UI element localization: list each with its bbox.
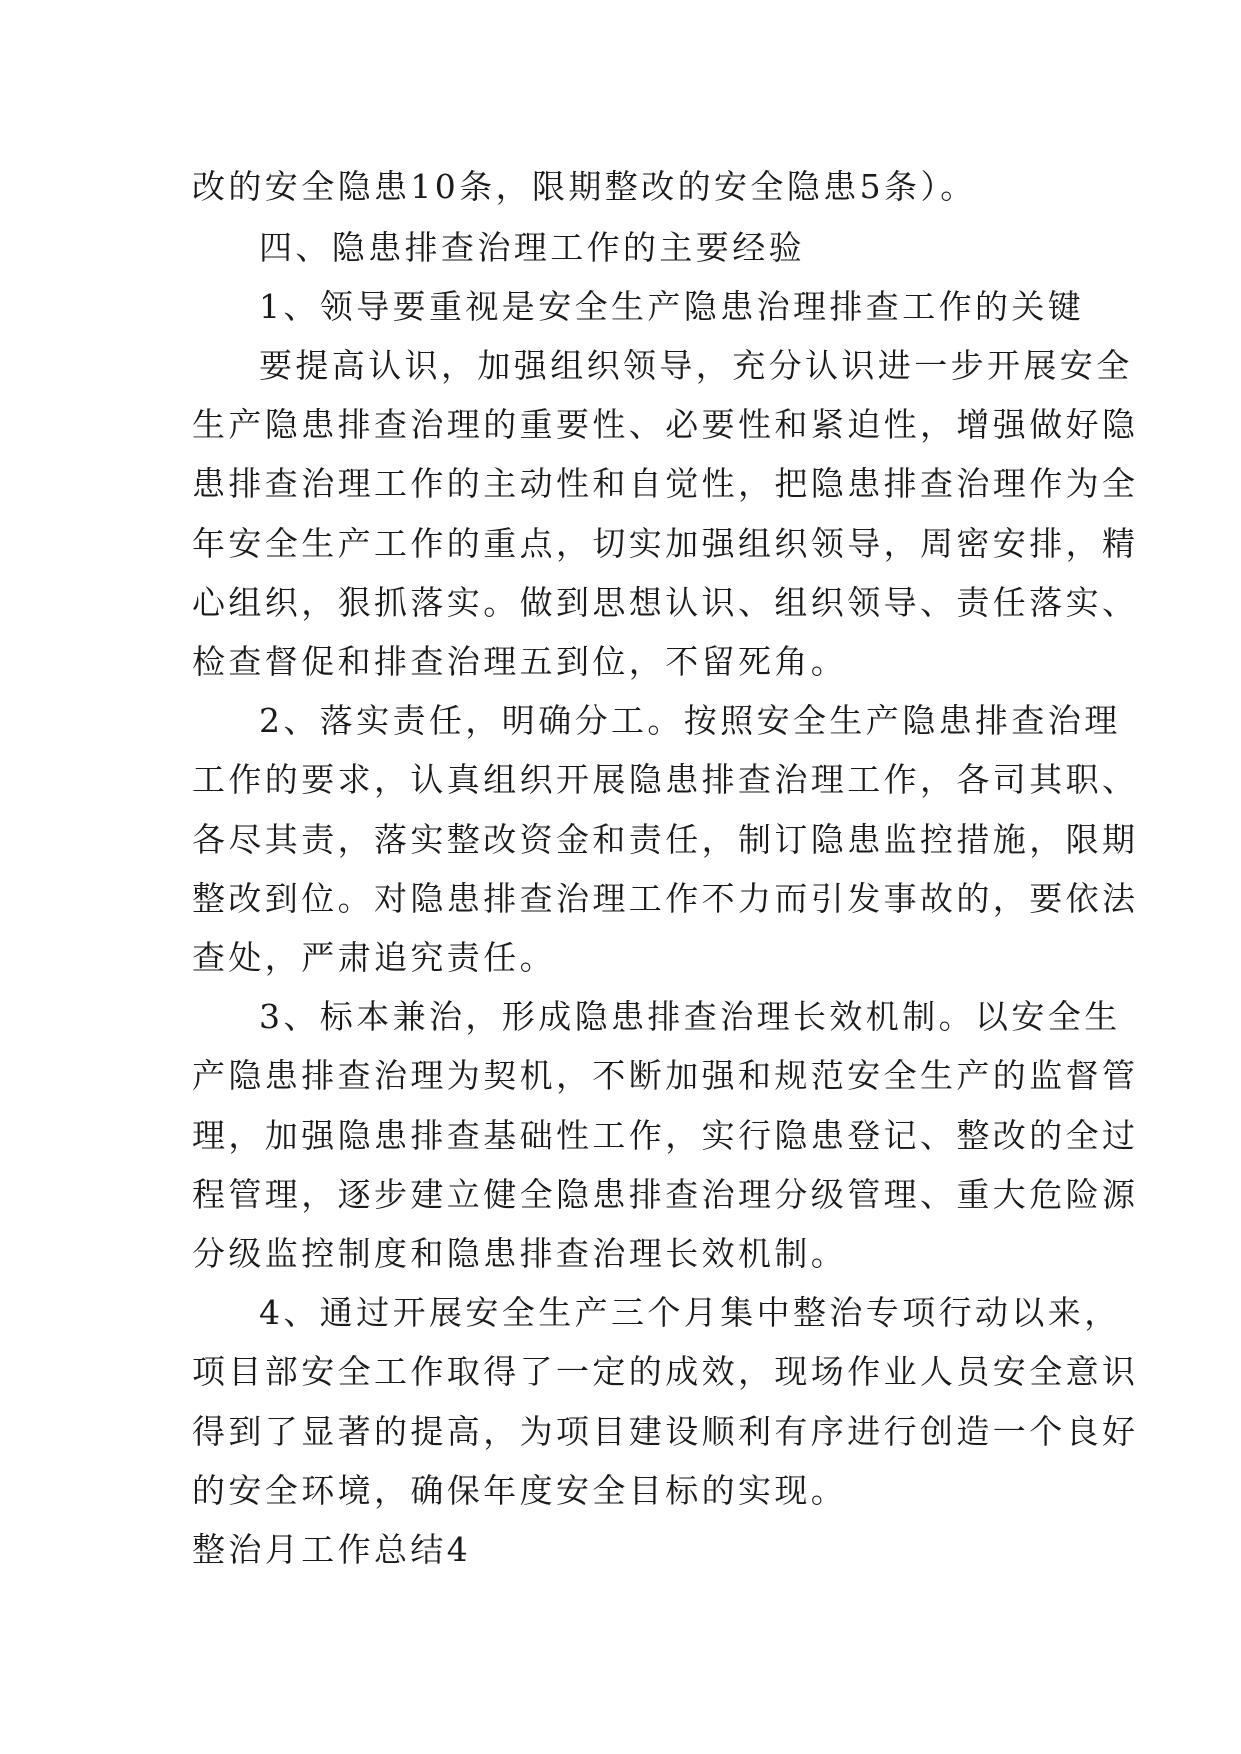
- paragraph-line: 各尽其责，落实整改资金和责任，制订隐患监控措施，限期: [192, 820, 1139, 859]
- section-title: 整治月工作总结4: [192, 1530, 472, 1569]
- subheading-1: 1、领导要重视是安全生产隐患治理排查工作的关键: [259, 287, 1085, 326]
- paragraph-line: 心组织，狠抓落实。做到思想认识、组织领导、责任落实、: [192, 583, 1139, 622]
- paragraph-line: 查处，严肃追究责任。: [192, 938, 556, 977]
- paragraph-line: 2、落实责任，明确分工。按照安全生产隐患排查治理: [259, 701, 1121, 740]
- paragraph-line: 4、通过开展安全生产三个月集中整治专项行动以来，: [259, 1293, 1121, 1332]
- paragraph-continuation-line: 改的安全隐患10条，限期整改的安全隐患5条）。: [192, 167, 977, 206]
- paragraph-line: 得到了显著的提高，为项目建设顺利有序进行创造一个良好: [192, 1412, 1139, 1451]
- paragraph-line: 理，加强隐患排查基础性工作，实行隐患登记、整改的全过: [192, 1116, 1139, 1155]
- paragraph-line: 患排查治理工作的主动性和自觉性，把隐患排查治理作为全: [192, 464, 1139, 503]
- paragraph-line: 的安全环境，确保年度安全目标的实现。: [192, 1471, 848, 1510]
- paragraph-line: 分级监控制度和隐患排查治理长效机制。: [192, 1234, 848, 1273]
- paragraph-line: 整改到位。对隐患排查治理工作不力而引发事故的，要依法: [192, 879, 1139, 918]
- paragraph-line: 检查督促和排查治理五到位，不留死角。: [192, 642, 848, 681]
- paragraph-line: 要提高认识，加强组织领导，充分认识进一步开展安全: [259, 346, 1133, 385]
- paragraph-line: 工作的要求，认真组织开展隐患排查治理工作，各司其职、: [192, 760, 1139, 799]
- paragraph-line: 项目部安全工作取得了一定的成效，现场作业人员安全意识: [192, 1352, 1139, 1391]
- paragraph-line: 程管理，逐步建立健全隐患排查治理分级管理、重大危险源: [192, 1175, 1139, 1214]
- paragraph-line: 生产隐患排查治理的重要性、必要性和紧迫性，增强做好隐: [192, 405, 1139, 444]
- paragraph-line: 年安全生产工作的重点，切实加强组织领导，周密安排，精: [192, 524, 1139, 563]
- paragraph-line: 产隐患排查治理为契机，不断加强和规范安全生产的监督管: [192, 1056, 1139, 1095]
- paragraph-line: 3、标本兼治，形成隐患排查治理长效机制。以安全生: [259, 997, 1121, 1036]
- section-heading: 四、隐患排查治理工作的主要经验: [259, 228, 805, 267]
